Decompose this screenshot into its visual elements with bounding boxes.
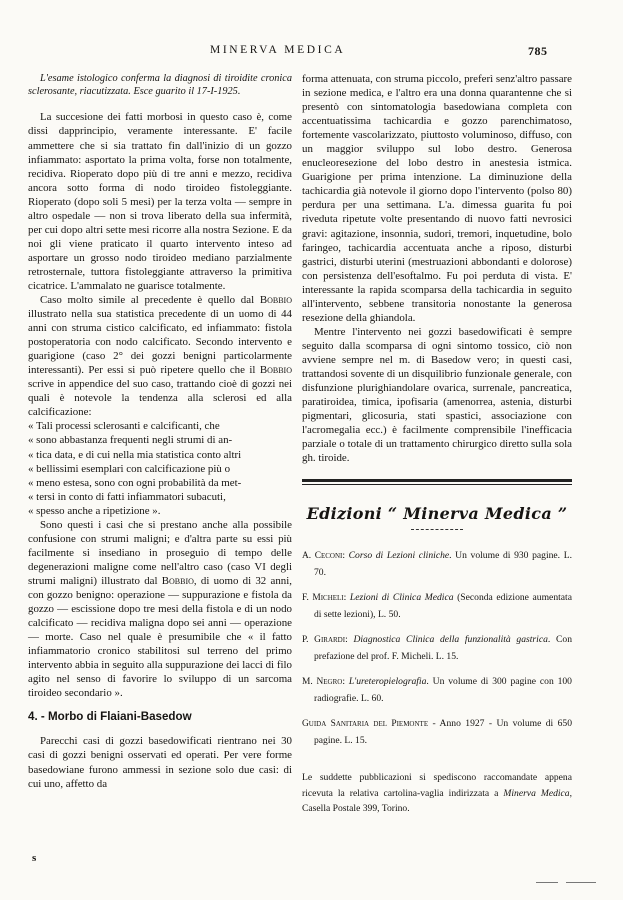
- quote-line: « tica data, e di cui nella mia statistica conto altri: [28, 448, 242, 461]
- book-entry: F. Micheli: Lezioni di Clinica Medica (Seconda edizione aumentata di sette lezioni), L. 50.: [302, 592, 572, 620]
- book-entry: A. Ceconi: Corso di Lezioni cliniche. Un volume di 930 pagine. L. 70.: [302, 550, 572, 578]
- paragraph: forma attenuata, con struma piccolo, preferì senz'altro passare in sezione medica, e l'altro era una donna quarantenne che si presentò con sintomatologia basedowiana completa con accentuatissima tachicardia e gozzo parenchimatoso, fortemente vascolarizzato, piuttosto voluminoso, diffuso, con un maggior sviluppo sul lobo destro. Generosa enucleoresezione del lobo destro in anestesia istmica. Guarigione per prima intenzione. La diminuzione della tachicardia già notevole il giorno dopo l'intervento (polso 80) perdura per una settimana. L'a. dimessa guarita fu poi riveduta ripetute volte presentando di nuovo fatti nevrosici gravi: agitazione, insonnia, sudori, tremori, inquetudine, bolo faringeo, tachicardia accentuata anche a riposo, disturbi gastrici, disturbi uterini (mestruazioni abbondanti e dolorose) con persistenza dell'esoftalmo. Fu poi perduta di vista. E' interessante la rapida scomparsa della tachicardia in seguito all'intervento, sebbene transitoria nonostante la generosa resezione della ghiandola.: [302, 73, 572, 324]
- author-name: Bobbio: [259, 364, 292, 377]
- scan-edge-mark: [566, 882, 596, 883]
- page-number: 785: [528, 44, 548, 58]
- ornament-dash: [411, 529, 463, 530]
- shipping-notice: Le suddette pubblicazioni si spediscono raccomandate appena ricevuta la relativa cartolina-vaglia indirizzata a Minerva Medica, Casella Postale 399, Torino.: [302, 772, 573, 815]
- paragraph: La succesione dei fatti morbosi in questo caso è, come dissi dapprincipio, veramente interessante. E' facile ammettere che si sia trattato fin dall'inizio di un gozzo infiammato: asportato la prima volta, forse non totalmente, recidiva. Rioperato dopo più di tre anni e mezzo, recidiva ancora sotto forma di nodo tiroideo fistoleggiante. Rioperato (dopo soli 5 mesi) per la terza volta — sempre in altro ospedale — non si trova liberato della sua infermità, per cui dopo altri sette mesi ricorre alla nostra Sezione. E da noi gli viene praticato il quarto intervento inteso ad asportare un grosso nodo tiroideo mediano parzialmente retrosternale, tuttora fistoleggiante attraverso la primitiva cicatrice. L'ammalato ne guarisce totalmente.: [28, 111, 292, 292]
- paragraph: Caso molto simile al precedente è quello dal Bobbio illustrato nella sua statistica precedente di un uomo di 44 anni con struma cistico calcificato, ed infiammato: fistola postoperatoria con nodo calcificato. Secondo intervento e guarigione (caso 2° dei gozzi benigni particolarmente interessanti). Per essi si può ripetere quello che il Bobbio scrive in appendice del suo caso, trattando cioè di gozzi nei quali è notevole la tendenza alla sclerosi ed alla calcificazione:: [28, 294, 292, 419]
- scan-edge-mark: [536, 882, 558, 883]
- running-header: [0, 44, 623, 62]
- section-heading: 4. - Morbo di Flaiani-Basedow: [28, 710, 192, 724]
- author-name: Bobbio: [259, 294, 292, 307]
- paragraph: Mentre l'intervento nei gozzi basedowificati è sempre seguito dalla scomparsa di ogni sintomo tossico, ciò non avviene sempre nel m. di Basedow vero; in questi casi, trattandosi sovente di un disquilibrio funzionale generale, con disfunzione plurighiandolare ovarica, surrenale, pancreatica, paratiroidea, timica, ipofisaria (amenorrea, astenia, disturbi pigmentari, glicosuria, stati spastici, associazione con l'acromegalia ecc.) è facilmente comprensibile l'inefficacia parziale o totale di un trattamento chirurgico diretto sulla sola gh. tiroide.: [302, 325, 572, 465]
- signature-mark: s: [32, 852, 37, 864]
- separator-rule: [302, 484, 572, 485]
- left-column: [28, 72, 292, 791]
- book-list: [302, 548, 572, 748]
- paragraph: Sono questi i casi che si prestano anche alla possibile confusione con strumi maligni; e d'altra parte su essi più facilmente si insediano in proseguio di tempo delle degenerazioni maligne come nell'altro caso (caso VI degli strumi maligni) illustrato dal Bobbio, di uomo di 32 anni, con gozzo benigno: operazione — suppurazione e fistola da gozzo — escissione dopo tre mesi della fistola e di un nodo calcificato — recidiva maligna dopo sei anni — operazione — morte. Caso nel quale è presumibile che « il fatto infiammatorio cronico stabilitosi sul terreno del primo intervento abbia in seguito alla suppurazione dei lacci di filo agito nel senso di favorire lo sviluppo di un sarcoma tiroideo secondario ».: [28, 518, 292, 700]
- block-quote: [28, 419, 292, 517]
- separator-rule: [302, 479, 572, 482]
- book-entry: Guida Sanitaria del Piemonte - Anno 1927 - Un volume di 650 pagine. L. 15.: [302, 718, 572, 746]
- journal-title: MINERVA MEDICA: [210, 44, 346, 56]
- author-name: Bobbio: [161, 574, 194, 587]
- editions-heading: Edizioni “ Minerva Medica ”: [306, 504, 568, 524]
- histology-note: L'esame istologico conferma la diagnosi di tiroidite cronica sclerosante, riacutizzata. Esce guarito il 17-I-1925.: [28, 73, 292, 98]
- quote-line: « tersi in conto di fatti infiammatori subacuti,: [28, 490, 226, 503]
- quote-line: « sono abbastanza frequenti negli strumi di an-: [28, 434, 233, 447]
- paragraph: Parecchi casi di gozzi basedowificati rientrano nei 30 casi di gozzi benigni osservati ed operati. Per vere forme basedowiane furono ammessi in sezione solo due casi: di cui uno, affetto da: [28, 735, 292, 790]
- quote-line: « bellissimi esemplari con calcificazione più o: [28, 462, 231, 475]
- quote-line: « Tali processi sclerosanti e calcificanti, che: [28, 420, 220, 433]
- quote-line: « spesso anche a ripetizione ».: [28, 504, 161, 517]
- book-entry: M. Negro: L'ureteropielografia. Un volume di 300 pagine con 100 radiografie. L. 60.: [302, 676, 572, 704]
- right-column: [302, 72, 572, 817]
- book-entry: P. Girardi: Diagnostica Clinica della funzionalità gastrica. Con prefazione del prof. F. Micheli. L. 15.: [302, 634, 572, 662]
- quote-line: « meno estesa, sono con ogni probabilità da met-: [28, 476, 242, 489]
